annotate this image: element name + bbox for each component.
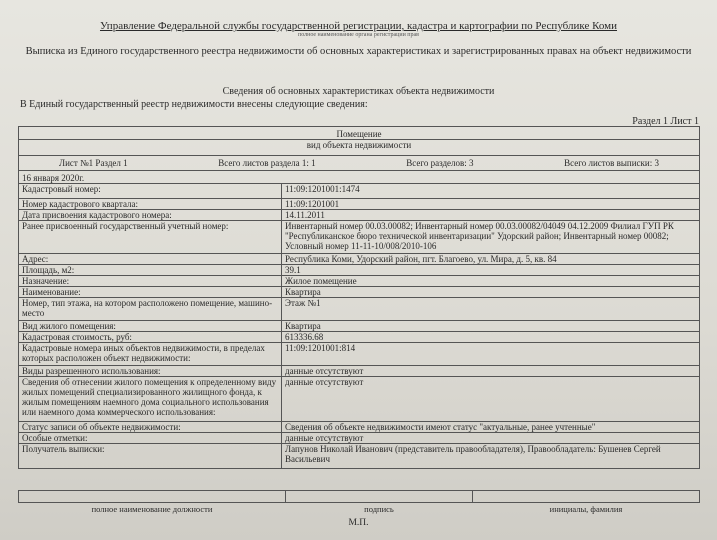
initials-caption: инициалы, фамилия bbox=[549, 503, 623, 514]
row-value: 39.1 bbox=[282, 265, 700, 276]
initials-field bbox=[473, 491, 700, 503]
row-label: Статус записи об объекте недвижимости: bbox=[19, 422, 282, 433]
table-row bbox=[19, 444, 700, 469]
meta-row bbox=[19, 156, 700, 171]
row-value: Квартира bbox=[282, 287, 700, 298]
object-type-caption: вид объекта недвижимости bbox=[19, 140, 700, 156]
table-row bbox=[19, 422, 700, 433]
table-row bbox=[19, 377, 700, 422]
total-sheets: Всего листов выписки: 3 bbox=[564, 158, 659, 168]
sheet-number: Лист №1 Раздел 1 bbox=[59, 158, 128, 168]
signature-block bbox=[18, 490, 700, 514]
total-sheets-section: Всего листов раздела 1: 1 bbox=[218, 158, 316, 168]
row-value: Лапунов Николай Иванович (представитель правообладателя), Правообладатель: Бушенев Сергей Васильевич bbox=[282, 444, 700, 469]
row-label: Сведения об отнесении жилого помещения к определенному виду жилых помещений специализированного жилищного фонда, к жилым помещениям наемного дома социального использования или наемного дома коммерческого использования: bbox=[19, 377, 282, 422]
signature-line-row bbox=[19, 491, 700, 503]
object-type-caption-row bbox=[19, 140, 700, 156]
table-row bbox=[19, 221, 700, 254]
table-row bbox=[19, 254, 700, 265]
signature-caption: подпись bbox=[364, 503, 394, 514]
row-value: Республика Коми, Удорский район, пгт. Благоево, ул. Мира, д. 5, кв. 84 bbox=[282, 254, 700, 265]
row-label: Кадастровый номер: bbox=[19, 184, 282, 199]
row-label: Номер, тип этажа, на котором расположено помещение, машино-место bbox=[19, 298, 282, 321]
table-row bbox=[19, 265, 700, 276]
row-label: Дата присвоения кадастрового номера: bbox=[19, 210, 282, 221]
row-label: Назначение: bbox=[19, 276, 282, 287]
issue-date: 16 января 2020г. bbox=[19, 171, 700, 184]
row-label: Номер кадастрового квартала: bbox=[19, 199, 282, 210]
row-value: 11:09:1201001:814 bbox=[282, 343, 700, 366]
object-type: Помещение bbox=[19, 127, 700, 140]
table-row bbox=[19, 433, 700, 444]
table-row bbox=[19, 298, 700, 321]
organization-name: Управление Федеральной службы государственной регистрации, кадастра и картографии по Республике Коми bbox=[99, 20, 618, 32]
row-value: Этаж №1 bbox=[282, 298, 700, 321]
row-value: Сведения об объекте недвижимости имеют статус "актуальные, ранее учтенные" bbox=[282, 422, 700, 433]
signature-field bbox=[286, 491, 473, 503]
row-value: 14.11.2011 bbox=[282, 210, 700, 221]
table-row bbox=[19, 184, 700, 199]
position-field bbox=[19, 491, 286, 503]
signature-caption-row bbox=[19, 503, 700, 515]
table-row bbox=[19, 321, 700, 332]
property-table bbox=[18, 126, 700, 469]
row-value: данные отсутствуют bbox=[282, 366, 700, 377]
table-row bbox=[19, 332, 700, 343]
total-sections: Всего разделов: 3 bbox=[406, 158, 474, 168]
table-row bbox=[19, 343, 700, 366]
table-row bbox=[19, 199, 700, 210]
row-label: Ранее присвоенный государственный учетный номер: bbox=[19, 221, 282, 254]
table-row bbox=[19, 287, 700, 298]
organization-caption: полное наименование органа регистрации прав bbox=[297, 32, 420, 38]
row-value: 11:09:1201001:1474 bbox=[282, 184, 700, 199]
row-value: данные отсутствуют bbox=[282, 433, 700, 444]
row-label: Кадастровые номера иных объектов недвижимости, в пределах которых расположен объект недвижимости: bbox=[19, 343, 282, 366]
section-intro: В Единый государственный реестр недвижимости внесены следующие сведения: bbox=[20, 99, 368, 110]
row-value: 613336.68 bbox=[282, 332, 700, 343]
position-caption: полное наименование должности bbox=[91, 503, 213, 514]
row-value: 11:09:1201001 bbox=[282, 199, 700, 210]
section-number: Раздел 1 Лист 1 bbox=[632, 116, 699, 127]
row-label: Получатель выписки: bbox=[19, 444, 282, 469]
row-value: Инвентарный номер 00.03.00082; Инвентарный номер 00.03.00082/04049 04.12.2009 Филиал ГУП РК "Республиканское бюро технической инвентаризации" Удорский район; Инвентарный номер 00082; Условный номер 11-11-10/008/2010-106 bbox=[282, 221, 700, 254]
table-row bbox=[19, 210, 700, 221]
row-value: Жилое помещение bbox=[282, 276, 700, 287]
row-value: Квартира bbox=[282, 321, 700, 332]
row-label: Наименование: bbox=[19, 287, 282, 298]
row-value: данные отсутствуют bbox=[282, 377, 700, 422]
row-label: Адрес: bbox=[19, 254, 282, 265]
date-row bbox=[19, 171, 700, 184]
table-row bbox=[19, 276, 700, 287]
object-type-row bbox=[19, 127, 700, 140]
table-row bbox=[19, 366, 700, 377]
section-title: Сведения об основных характеристиках объекта недвижимости bbox=[222, 86, 495, 97]
row-label: Особые отметки: bbox=[19, 433, 282, 444]
row-label: Площадь, м2: bbox=[19, 265, 282, 276]
row-label: Виды разрешенного использования: bbox=[19, 366, 282, 377]
row-label: Вид жилого помещения: bbox=[19, 321, 282, 332]
document-title: Выписка из Единого государственного реестра недвижимости об основных характеристиках и зарегистрированных правах на объект недвижимости bbox=[25, 46, 692, 57]
row-label: Кадастровая стоимость, руб: bbox=[19, 332, 282, 343]
stamp-place: М.П. bbox=[348, 518, 369, 528]
